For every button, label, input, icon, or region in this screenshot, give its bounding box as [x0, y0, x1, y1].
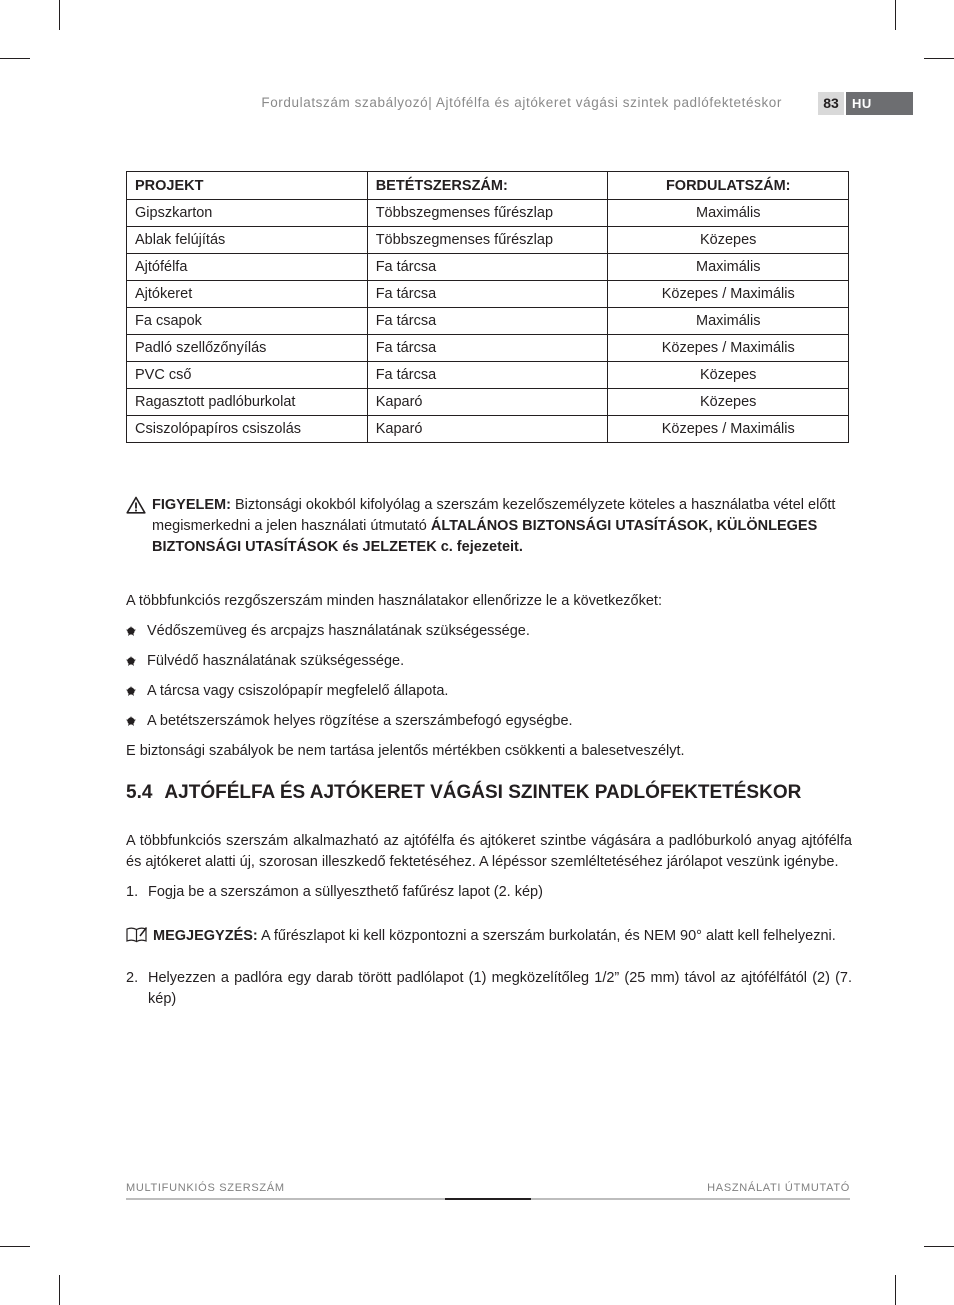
crop-mark: [895, 0, 896, 30]
step-item: [126, 882, 852, 903]
crop-mark: [59, 1275, 60, 1305]
list-item-text: Fülvédő használatának szükségessége.: [147, 653, 405, 669]
running-header: Fordulatszám szabályozó| Ajtófélfa és ajtókeret vágási szintek padlófektetéskor: [261, 95, 782, 110]
crop-mark: [0, 58, 30, 59]
table-row: [127, 200, 849, 227]
bullet-icon: [126, 686, 136, 696]
footer-divider-accent: [445, 1198, 531, 1200]
table-cell: Többszegmenses fűrészlap: [367, 227, 608, 254]
table-cell: Fa tárcsa: [367, 281, 608, 308]
warning-label: FIGYELEM:: [152, 497, 231, 513]
table-cell: Fa tárcsa: [367, 362, 608, 389]
crop-mark: [924, 58, 954, 59]
table-cell: Gipszkarton: [127, 200, 368, 227]
table-cell: Csiszolópapíros csiszolás: [127, 416, 368, 443]
step-number: 2.: [126, 970, 139, 986]
section-heading: [126, 782, 801, 804]
section-title: AJTÓFÉLFA ÉS AJTÓKERET VÁGÁSI SZINTEK PADLÓFEKTETÉSKOR: [164, 782, 802, 803]
table-header-row: [127, 172, 849, 200]
table-cell: Közepes / Maximális: [608, 281, 849, 308]
table-cell: PVC cső: [127, 362, 368, 389]
table-row: [127, 362, 849, 389]
crop-mark: [895, 1275, 896, 1305]
table-header: FORDULATSZÁM:: [608, 172, 849, 200]
list-item-text: A tárcsa vagy csiszolópapír megfelelő állapota.: [147, 683, 449, 699]
check-intro: A többfunkciós rezgőszerszám minden használatakor ellenőrizze le a következőket:: [126, 593, 662, 609]
table-cell: Fa tárcsa: [367, 335, 608, 362]
table-cell: Fa tárcsa: [367, 308, 608, 335]
table-cell: Közepes / Maximális: [608, 335, 849, 362]
section-number: 5.4: [126, 782, 153, 803]
step-number: 1.: [126, 884, 139, 900]
table-header: PROJEKT: [127, 172, 368, 200]
table-cell: Ragasztott padlóburkolat: [127, 389, 368, 416]
footer-manual: HASZNÁLATI ÚTMUTATÓ: [707, 1182, 850, 1194]
warning-block: [126, 495, 856, 558]
footer-divider: [126, 1198, 445, 1200]
crop-mark: [59, 0, 60, 30]
book-note-icon: [126, 926, 148, 951]
table-row: [127, 281, 849, 308]
table-cell: Maximális: [608, 308, 849, 335]
table-cell: Ajtófélfa: [127, 254, 368, 281]
bullet-icon: [126, 656, 136, 666]
table-cell: Ajtókeret: [127, 281, 368, 308]
crop-mark: [0, 1246, 30, 1247]
speed-table: [126, 171, 849, 443]
table-cell: Többszegmenses fűrészlap: [367, 200, 608, 227]
table-cell: Fa tárcsa: [367, 254, 608, 281]
warning-bold-text: ÁLTALÁNOS BIZTONSÁGI UTASÍTÁSOK, KÜLÖNLEGES BIZTONSÁGI UTASÍTÁSOK és JELZETEK c. fejezeteit.: [152, 518, 818, 555]
step-item: [126, 968, 852, 1010]
table-row: [127, 416, 849, 443]
list-item: [126, 651, 404, 672]
table-row: [127, 308, 849, 335]
table-cell: Közepes: [608, 362, 849, 389]
page-number: 83: [818, 92, 844, 115]
bullet-icon: [126, 716, 136, 726]
list-item: [126, 681, 448, 702]
table-cell: Ablak felújítás: [127, 227, 368, 254]
note-label: MEGJEGYZÉS:: [153, 928, 258, 944]
table-row: [127, 227, 849, 254]
table-cell: Kaparó: [367, 389, 608, 416]
table-cell: Kaparó: [367, 416, 608, 443]
note-text: A fűrészlapot ki kell központozni a szerszám burkolatán, és NEM 90° alatt kell felhelyezni.: [257, 928, 836, 944]
section-intro: A többfunkciós szerszám alkalmazható az ajtófélfa és ajtókeret szintbe vágására a padlóburkoló anyag ajtófélfa és ajtókeret alatti új, szorosan illeszkedő fektetéséhez. A lépéssor szemléltetéséhez járólapot veszünk igénybe.: [126, 833, 852, 870]
bullet-icon: [126, 626, 136, 636]
step-text: Fogja be a szerszámon a süllyeszthető fafűrész lapot (2. kép): [148, 884, 543, 900]
table-cell: Maximális: [608, 200, 849, 227]
table-cell: Közepes: [608, 227, 849, 254]
footer-divider: [531, 1198, 850, 1200]
step-text: Helyezzen a padlóra egy darab törött padlólapot (1) megközelítőleg 1/2” (25 mm) távol az ajtófélfától (2) (7. kép): [148, 970, 852, 1007]
warning-triangle-icon: [126, 496, 146, 521]
check-outro: E biztonsági szabályok be nem tartása jelentős mértékben csökkenti a balesetveszélyt.: [126, 743, 685, 759]
list-item: [126, 711, 573, 732]
table-cell: Maximális: [608, 254, 849, 281]
language-tab: HU: [846, 92, 913, 115]
table-cell: Közepes: [608, 389, 849, 416]
table-row: [127, 335, 849, 362]
table-cell: Közepes / Maximális: [608, 416, 849, 443]
note-block: [126, 926, 862, 947]
table-row: [127, 254, 849, 281]
list-item: [126, 621, 530, 642]
table-cell: Padló szellőzőnyílás: [127, 335, 368, 362]
table-cell: Fa csapok: [127, 308, 368, 335]
list-item-text: Védőszemüveg és arcpajzs használatának szükségessége.: [147, 623, 530, 639]
table-header: BETÉTSZERSZÁM:: [367, 172, 608, 200]
list-item-text: A betétszerszámok helyes rögzítése a szerszámbefogó egységbe.: [147, 713, 573, 729]
footer-product: MULTIFUNKIÓS SZERSZÁM: [126, 1182, 285, 1194]
crop-mark: [924, 1246, 954, 1247]
table-row: [127, 389, 849, 416]
warning-text: Biztonsági okokból kifolyólag a szerszám kezelőszemélyzete köteles a használatba vétel előtt megismerkedni a jelen használati útmutató: [152, 497, 836, 534]
